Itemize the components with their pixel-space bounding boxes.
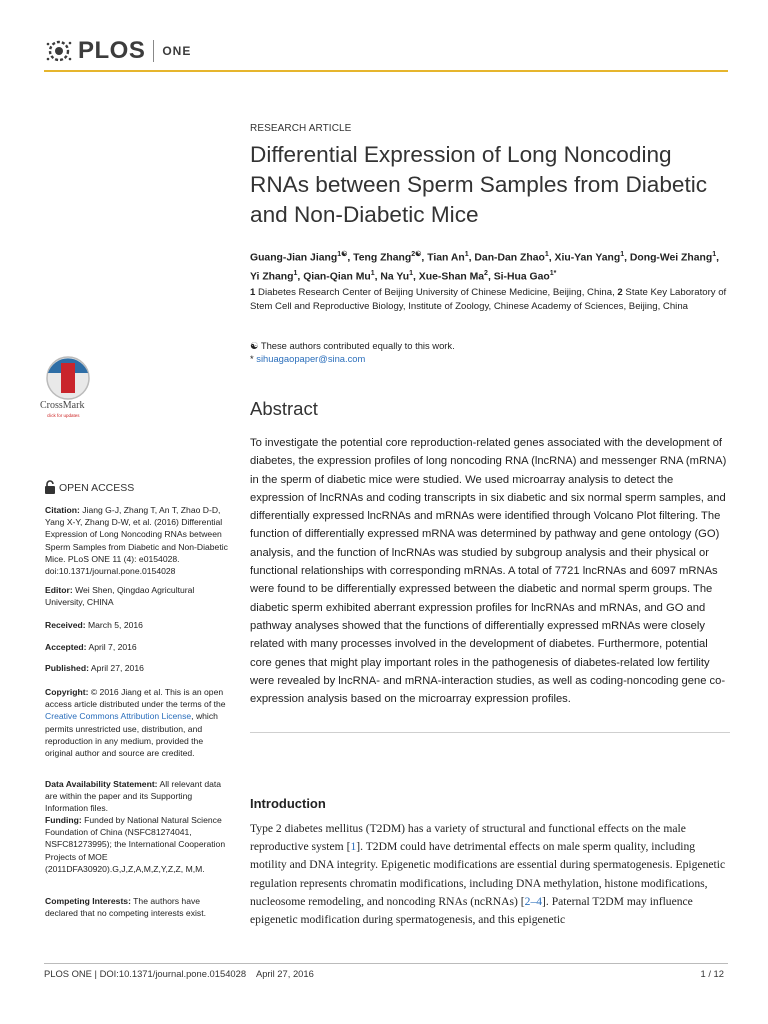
citation-text: Jiang G-J, Zhang T, An T, Zhao D-D, Yang X-Y, Zhang D-W, et al. (2016) Differential Expression of Long Noncoding RNAs between Sperm Samples from Diabetic and Non-Diabetic Mice. PLoS ONE 11 (4): e0154028. doi:10.1371/journal.pone.0154028 [45,505,228,577]
received [45,619,233,631]
page-number: 1 / 12 [700,968,724,979]
published-date: April 27, 2016 [88,663,144,673]
author-affiliation-marker: 2 [484,270,488,278]
author-affiliation-marker: 1 [620,251,625,258]
affiliations [250,286,730,313]
author-affiliation-marker: 1 [544,251,549,258]
author-list: Guang-Jian Jiang$^{1☯}$, Teng Zhang$^{2☯}$, Tian An$^1$, Dan-Dan Zhao$^1$, Xiu-Yan Yang$^1$, Dong-Wei Zhang$^1$, Yi Zhang$^1$, Qian-Qian Mu$^1$, Na Yu$^1$, Xue-Shan Ma$^2$, Si-Hua Gao$^{1*}$ [250,251,720,283]
abstract-heading: Abstract [250,398,318,419]
crossmark-sub[interactable]: click for updates [47,413,80,418]
data-availability [45,778,233,815]
open-access-badge [44,480,134,495]
open-access-label: OPEN ACCESS [59,481,135,494]
accepted-date: April 7, 2016 [86,642,137,652]
published-label: Published: [45,663,89,673]
crossmark-label[interactable]: CrossMark [40,400,85,411]
author-affiliation-marker: 1 [293,270,298,278]
footer-rule [44,963,728,964]
author-name: Qian-Qian Mu [303,271,371,283]
author-affiliation-marker: 1* [549,270,557,278]
footer-citation: PLOS ONE | DOI:10.1371/journal.pone.0154028 April 27, 2016 [44,968,314,979]
affiliation-1: Diabetes Research Center of Beijing University of Chinese Medicine, Beijing, China, [255,287,618,298]
author-affiliation-marker: 1 [712,251,717,258]
author-name: Tian An [427,252,465,264]
author-affiliation-marker: 1 [409,270,414,278]
author-name: Teng Zhang [353,252,412,264]
crossmark-icon[interactable] [42,355,94,401]
corresponding-author [250,353,365,364]
copyright-text-2: , which permits unrestricted use, distribution, and reproduction in any medium, provided the original author and source are credited. [45,711,218,759]
received-date: March 5, 2016 [85,620,143,630]
abstract-rule [250,732,730,733]
editor-text: Wei Shen, Qingdao Agricultural University, CHINA [45,585,195,608]
logo-divider [153,40,154,62]
plos-logo-icon [44,36,74,66]
received-label: Received: [45,620,86,630]
license-link[interactable]: Creative Commons Attribution License [45,711,192,722]
introduction-text [250,820,730,929]
data-availability-text: All relevant data are within the paper and its Supporting Information files. [45,779,222,814]
author-name: Dan-Dan Zhao [474,252,545,264]
affiliation-number-2: 2 [617,287,623,298]
reference-link-1[interactable]: 1 [350,840,357,854]
citation [45,504,233,577]
author-name: Yi Zhang [250,271,294,283]
author-name: Si-Hua Gao [493,271,550,283]
author-affiliation-marker: 1☯ [337,251,348,258]
author-name: Xiu-Yan Yang [554,252,621,264]
affiliation-number-1: 1 [250,287,256,298]
logo-wordmark: PLOS [78,37,146,64]
competing-interests-label: Competing Interests: [45,896,131,906]
author-name: Xue-Shan Ma [418,271,485,283]
intro-text-2: ]. T2DM could have detrimental effects on male sperm quality, including motility and DNA integrity. Epigenetic modifications are essential during spermatogenesis. Epigenetic regulation represents chromatin modifications, including DNA methylation, histone modifications, nucleosome remodeling, and noncoding RNAs (ncRNAs) [ [250,840,726,908]
author-affiliation-marker: 1 [464,251,469,258]
competing-interests [45,895,233,919]
copyright [45,686,233,759]
copyright-label: Copyright: [45,687,89,697]
equal-contribution-note: ☯ These authors contributed equally to this work. [250,340,455,351]
accepted [45,641,233,653]
accepted-label: Accepted: [45,642,87,652]
introduction-heading: Introduction [250,796,326,811]
author-name: Guang-Jian Jiang [250,252,338,264]
header-rule [44,70,728,72]
author-name: Dong-Wei Zhang [629,252,713,264]
article-title: Differential Expression of Long Noncoding RNAs between Sperm Samples from Diabetic and Non-Diabetic Mice [250,142,708,227]
corresponding-email-link[interactable]: sihuagaopaper@sina.com [256,353,366,364]
corresponding-marker: * [250,353,257,364]
author-affiliation-marker: 2☯ [411,251,422,258]
article-type: RESEARCH ARTICLE [250,123,352,134]
editor-label: Editor: [45,585,73,595]
reference-link-2-4[interactable]: 2–4 [524,894,543,908]
journal-name: ONE [162,44,192,58]
data-availability-label: Data Availability Statement: [45,779,158,789]
competing-interests-text: The authors have declared that no competing interests exist. [45,896,206,919]
funding-text: Funded by National Natural Science Foundation of China (NSFC81274041, NSFC81273995); the International Cooperation Projects of MOE (2011DFA30920).G,J,Z,A,M,Z,Y,Z,Z, M,M. [45,815,226,874]
affiliation-2: State Key Laboratory of Stem Cell and Reproductive Biology, Institute of Zoology, Chinese Academy of Sciences, Beijing, China [250,287,727,312]
citation-label: Citation: [45,505,80,515]
abstract-text: To investigate the potential core reproduction-related genes associated with the development of diabetes, the expression profiles of long noncoding RNA (lncRNA) and messenger RNA (mRNA) in the sperm of diabetic mice were studied. We used microarray analysis to detect the expression of lncRNAs and coding transcripts in six diabetic and six normal sperm samples, and differentially expressed lncRNAs and mRNAs were identified through Volcano Plot filtering. The function of differentially expressed mRNA was determined by pathway and gene ontology (GO) analysis, and the function of lncRNAs was studied by subgroup analysis and their physical or functional relationships with corresponding mRNAs. A total of 7721 lncRNAs and 6097 mRNAs were found to be differentially expressed between the diabetic and normal sperm groups. The diabetic sperm exhibited aberrant expression profiles for lncRNAs and mRNAs, and GO and pathway analyses showed that the functions of differentially expressed mRNAs were closely related with many processes involved in the development of diabetes. Furthermore, potential core genes that might play important roles in the pathogenesis of diabetes-related low fertility were revealed by lncRNA- and mRNA-interaction studies, as well as coding-noncoding gene co-expression analysis based on the microarray expression profiles. [250,437,727,706]
open-lock-icon [44,480,56,495]
copyright-text-1: © 2016 Jiang et al. This is an open access article distributed under the terms of the [45,687,226,710]
plos-logo [44,36,191,66]
editor [45,584,233,608]
author-affiliation-marker: 1 [370,270,375,278]
funding [45,814,233,875]
published [45,662,233,674]
intro-text-1: Type 2 diabetes mellitus (T2DM) has a variety of structural and functional effects on the male reproductive system [ [250,822,686,854]
funding-label: Funding: [45,815,82,825]
author-name: Na Yu [380,271,410,283]
intro-text-3: ]. Paternal T2DM may influence epigenetic modification during spermatogenesis, and this epigenetic [250,894,693,927]
